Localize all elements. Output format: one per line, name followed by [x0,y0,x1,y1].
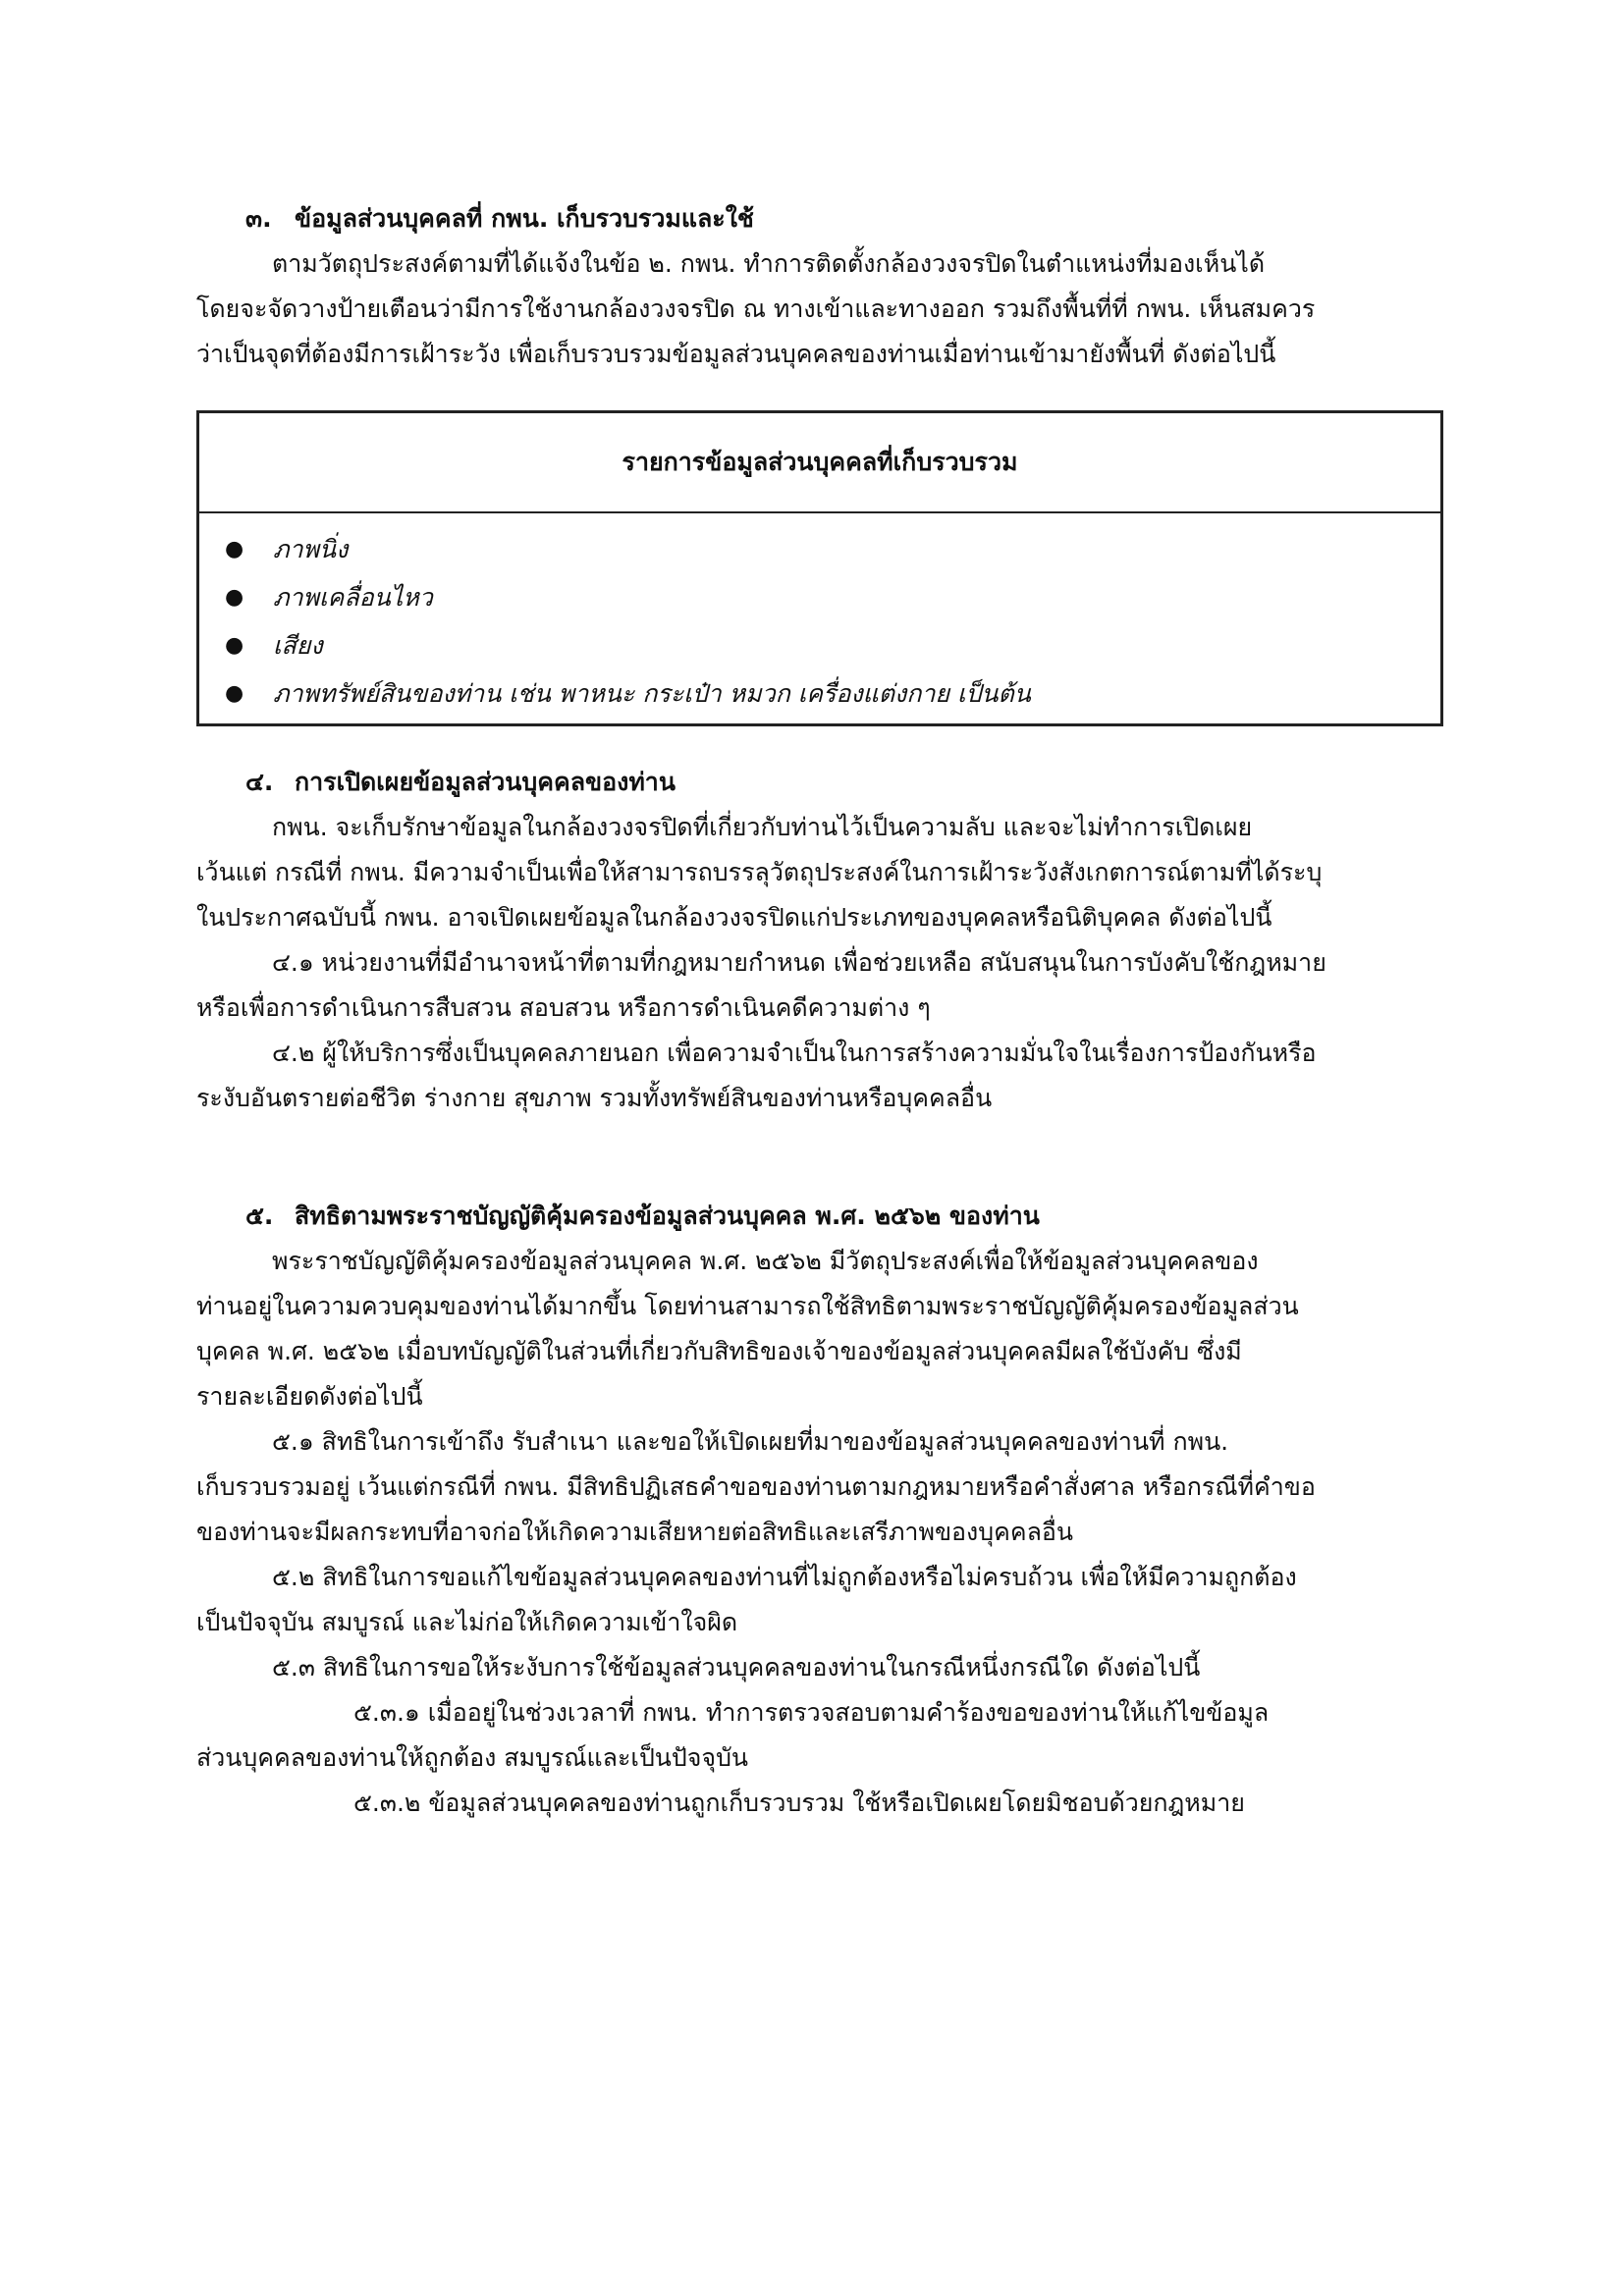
section-number: ๔. [245,768,274,796]
list-item [199,621,1440,669]
section-3-heading [196,196,1443,241]
section-4-heading [196,760,1443,805]
list-item [199,525,1440,573]
paragraph-line: ของท่านจะมีผลกระทบที่อาจก่อให้เกิดความเสียหายต่อสิทธิและเสรีภาพของบุคคลอื่น [196,1518,1074,1546]
paragraph-line: ท่านอยู่ในความควบคุมของท่านได้มากขึ้น โดยท่านสามารถใช้สิทธิตามพระราชบัญญัติคุ้มครองข้อมูลส่วน [196,1292,1299,1320]
bullet-icon: ● [225,585,244,610]
document-page [196,196,1443,1826]
paragraph-line: ตามวัตถุประสงค์ตามที่ได้แจ้งในข้อ ๒. กพน. ทำการติดตั้งกล้องวงจรปิดในตำแหน่งที่มองเห็นได้ [272,249,1266,278]
list-item [199,669,1440,718]
bullet-icon: ● [225,537,244,561]
section-5-heading [196,1194,1443,1239]
table-header: รายการข้อมูลส่วนบุคคลที่เก็บรวบรวม [199,413,1440,513]
paragraph-line: ๔.๒ ผู้ให้บริการซึ่งเป็นบุคคลภายนอก เพื่อความจำเป็นในการสร้างความมั่นใจในเรื่องการป้องกันหรือ [272,1039,1317,1067]
paragraph-line: กพน. จะเก็บรักษาข้อมูลในกล้องวงจรปิดที่เกี่ยวกับท่านไว้เป็นความลับ และจะไม่ทำการเปิดเผย [272,813,1253,841]
section-number: ๕. [245,1201,274,1230]
paragraph-line: ๕.๑ สิทธิในการเข้าถึง รับสำเนา และขอให้เปิดเผยที่มาของข้อมูลส่วนบุคคลของท่านที่ กพน. [272,1427,1229,1456]
paragraph-line: ๕.๓ สิทธิในการขอให้ระงับการใช้ข้อมูลส่วนบุคคลของท่านในกรณีหนึ่งกรณีใด ดังต่อไปนี้ [272,1653,1201,1682]
list-item-text: ภาพเคลื่อนไหว [273,583,433,612]
list-item-text: ภาพนิ่ง [273,535,349,563]
paragraph-line: บุคคล พ.ศ. ๒๕๖๒ เมื่อบทบัญญัติในส่วนที่เกี่ยวกับสิทธิของเจ้าของข้อมูลส่วนบุคคลมีผลใช้บังคับ ซึ่งมี [196,1337,1242,1365]
section-title: ข้อมูลส่วนบุคคลที่ กพน. เก็บรวบรวมและใช้ [295,204,754,233]
paragraph-line: เก็บรวบรวมอยู่ เว้นแต่กรณีที่ กพน. มีสิทธิปฏิเสธคำขอของท่านตามกฎหมายหรือคำสั่งศาล หรือกรณีที่คำขอ [196,1472,1316,1501]
paragraph-line: เว้นแต่ กรณีที่ กพน. มีความจำเป็นเพื่อให้สามารถบรรลุวัตถุประสงค์ในการเฝ้าระวังสังเกตการณ์ตามที่ได้ระบุ [196,858,1323,886]
list-item [199,573,1440,621]
bullet-icon: ● [225,633,244,658]
paragraph-line: ระงับอันตรายต่อชีวิต ร่างกาย สุขภาพ รวมทั้งทรัพย์สินของท่านหรือบุคคลอื่น [196,1084,993,1112]
paragraph-line: พระราชบัญญัติคุ้มครองข้อมูลส่วนบุคคล พ.ศ. ๒๕๖๒ มีวัตถุประสงค์เพื่อให้ข้อมูลส่วนบุคคลของ [272,1247,1259,1275]
bullet-icon: ● [225,681,244,706]
list-item-text: เสียง [273,631,323,660]
paragraph-line: ๕.๓.๑ เมื่ออยู่ในช่วงเวลาที่ กพน. ทำการตรวจสอบตามคำร้องขอของท่านให้แก้ไขข้อมูล [353,1698,1270,1727]
paragraph-line: โดยจะจัดวางป้ายเตือนว่ามีการใช้งานกล้องวงจรปิด ณ ทางเข้าและทางออก รวมถึงพื้นที่ที่ กพน. เห็นสมควร [196,294,1316,323]
paragraph-line: เป็นปัจจุบัน สมบูรณ์ และไม่ก่อให้เกิดความเข้าใจผิด [196,1608,738,1636]
section-number: ๓. [245,204,272,233]
paragraph-line: ว่าเป็นจุดที่ต้องมีการเฝ้าระวัง เพื่อเก็บรวบรวมข้อมูลส่วนบุคคลของท่านเมื่อท่านเข้ามายังพื้นที่ ดังต่อไปนี้ [196,340,1276,368]
paragraph-line: ๕.๓.๒ ข้อมูลส่วนบุคคลของท่านถูกเก็บรวบรวม ใช้หรือเปิดเผยโดยมิชอบด้วยกฎหมาย [353,1789,1245,1817]
section-title: การเปิดเผยข้อมูลส่วนบุคคลของท่าน [295,768,676,796]
section-title: สิทธิตามพระราชบัญญัติคุ้มครองข้อมูลส่วนบุคคล พ.ศ. ๒๕๖๒ ของท่าน [295,1201,1040,1230]
paragraph-line: ส่วนบุคคลของท่านให้ถูกต้อง สมบูรณ์และเป็นปัจจุบัน [196,1743,749,1772]
list-item-text: ภาพทรัพย์สินของท่าน เช่น พาหนะ กระเป๋า หมวก เครื่องแต่งกาย เป็นต้น [273,679,1031,708]
collected-data-list [199,513,1440,723]
collected-data-table [196,410,1443,726]
paragraph-line: ๕.๒ สิทธิในการขอแก้ไขข้อมูลส่วนบุคคลของท่านที่ไม่ถูกต้องหรือไม่ครบถ้วน เพื่อให้มีความถูกต้อง [272,1563,1297,1591]
paragraph-line: ในประกาศฉบับนี้ กพน. อาจเปิดเผยข้อมูลในกล้องวงจรปิดแก่ประเภทของบุคคลหรือนิติบุคคล ดังต่อไปนี้ [196,903,1272,932]
paragraph-line: หรือเพื่อการดำเนินการสืบสวน สอบสวน หรือการดำเนินคดีความต่าง ๆ [196,993,931,1022]
paragraph-line: ๔.๑ หน่วยงานที่มีอำนาจหน้าที่ตามที่กฎหมายกำหนด เพื่อช่วยเหลือ สนับสนุนในการบังคับใช้กฎหมาย [272,948,1326,977]
paragraph-line: รายละเอียดดังต่อไปนี้ [196,1382,423,1411]
